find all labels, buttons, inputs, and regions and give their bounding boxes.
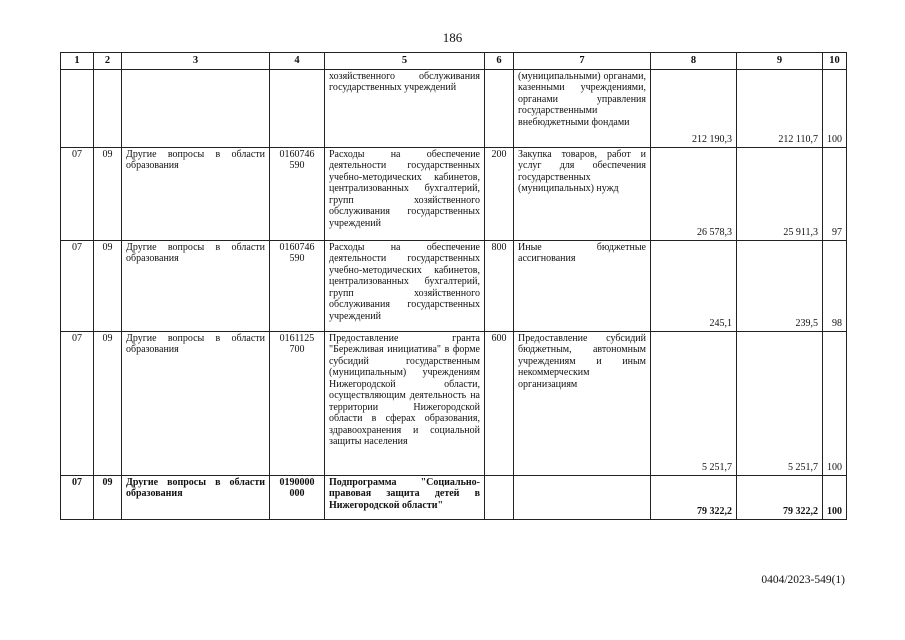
- expense-type-name: Иные бюджетные ассигнования: [514, 240, 651, 331]
- article-name: Расходы на обеспечение деятельности государственных учебно-методических кабинетов, централизованных бухгалтерий, групп хозяйственного обслуживания государственных учреждений: [325, 240, 485, 331]
- target-article-code: 0160746 590: [270, 147, 325, 240]
- expense-type-name: Предоставление субсидий бюджетным, автономным учреждениям и иным некоммерческим организациям: [514, 331, 651, 475]
- header-cell: 9: [737, 53, 823, 70]
- planned-amount: 245,1: [651, 240, 737, 331]
- header-cell: 10: [823, 53, 847, 70]
- executed-amount: 5 251,7: [737, 331, 823, 475]
- section-code: 07: [61, 240, 94, 331]
- planned-amount: 26 578,3: [651, 147, 737, 240]
- expense-type-code: 800: [485, 240, 514, 331]
- planned-amount: 212 190,3: [651, 69, 737, 147]
- section-code: [61, 69, 94, 147]
- subsection-code: 09: [94, 147, 122, 240]
- document-code: 0404/2023-549(1): [761, 574, 845, 586]
- target-article-code: 0161125 700: [270, 331, 325, 475]
- subsection-code: [94, 69, 122, 147]
- expense-type-code: [485, 475, 514, 519]
- table-row: [61, 331, 847, 475]
- section-name: Другие вопросы в области образования: [122, 240, 270, 331]
- section-name: Другие вопросы в области образования: [122, 147, 270, 240]
- expense-type-code: 600: [485, 331, 514, 475]
- subsection-code: 09: [94, 240, 122, 331]
- table-row: [61, 147, 847, 240]
- execution-percent: 98: [823, 240, 847, 331]
- section-name: [122, 69, 270, 147]
- section-code: 07: [61, 147, 94, 240]
- target-article-code: [270, 69, 325, 147]
- section-code: 07: [61, 331, 94, 475]
- section-code: 07: [61, 475, 94, 519]
- section-name: Другие вопросы в области образования: [122, 331, 270, 475]
- article-name: Подпрограмма "Социально-правовая защита детей в Нижегородской области": [325, 475, 485, 519]
- header-cell: 5: [325, 53, 485, 70]
- header-cell: 2: [94, 53, 122, 70]
- subsection-code: 09: [94, 331, 122, 475]
- target-article-code: 0160746 590: [270, 240, 325, 331]
- page-number: 186: [442, 30, 463, 45]
- budget-table: [60, 52, 847, 520]
- header-cell: 7: [514, 53, 651, 70]
- planned-amount: 5 251,7: [651, 331, 737, 475]
- article-name: Предоставление гранта "Бережливая инициатива" в форме субсидий государственным (муниципальным) учреждениям Нижегородской области, осуществляющим деятельность на территории Нижегородской области в сферах образования, здравоохранения и социальной защиты населения: [325, 331, 485, 475]
- expense-type-code: [485, 69, 514, 147]
- subsection-code: 09: [94, 475, 122, 519]
- planned-amount: 79 322,2: [651, 475, 737, 519]
- header-cell: 6: [485, 53, 514, 70]
- execution-percent: 97: [823, 147, 847, 240]
- execution-percent: 100: [823, 69, 847, 147]
- header-row: [61, 53, 847, 70]
- target-article-code: 0190000 000: [270, 475, 325, 519]
- execution-percent: 100: [823, 475, 847, 519]
- executed-amount: 25 911,3: [737, 147, 823, 240]
- expense-type-name: (муниципальными) органами, казенными учреждениями, органами управления государственными внебюджетными фондами: [514, 69, 651, 147]
- table-row: [61, 475, 847, 519]
- executed-amount: 79 322,2: [737, 475, 823, 519]
- header-cell: 4: [270, 53, 325, 70]
- expense-type-code: 200: [485, 147, 514, 240]
- table-row: [61, 240, 847, 331]
- execution-percent: 100: [823, 331, 847, 475]
- header-cell: 1: [61, 53, 94, 70]
- executed-amount: 239,5: [737, 240, 823, 331]
- header-cell: 8: [651, 53, 737, 70]
- expense-type-name: [514, 475, 651, 519]
- executed-amount: 212 110,7: [737, 69, 823, 147]
- header-cell: 3: [122, 53, 270, 70]
- expense-type-name: Закупка товаров, работ и услуг для обеспечения государственных (муниципальных) нужд: [514, 147, 651, 240]
- section-name: Другие вопросы в области образования: [122, 475, 270, 519]
- article-name: Расходы на обеспечение деятельности государственных учебно-методических кабинетов, централизованных бухгалтерий, групп хозяйственного обслуживания государственных учреждений: [325, 147, 485, 240]
- article-name: хозяйственного обслуживания государственных учреждений: [325, 69, 485, 147]
- table-row: [61, 69, 847, 147]
